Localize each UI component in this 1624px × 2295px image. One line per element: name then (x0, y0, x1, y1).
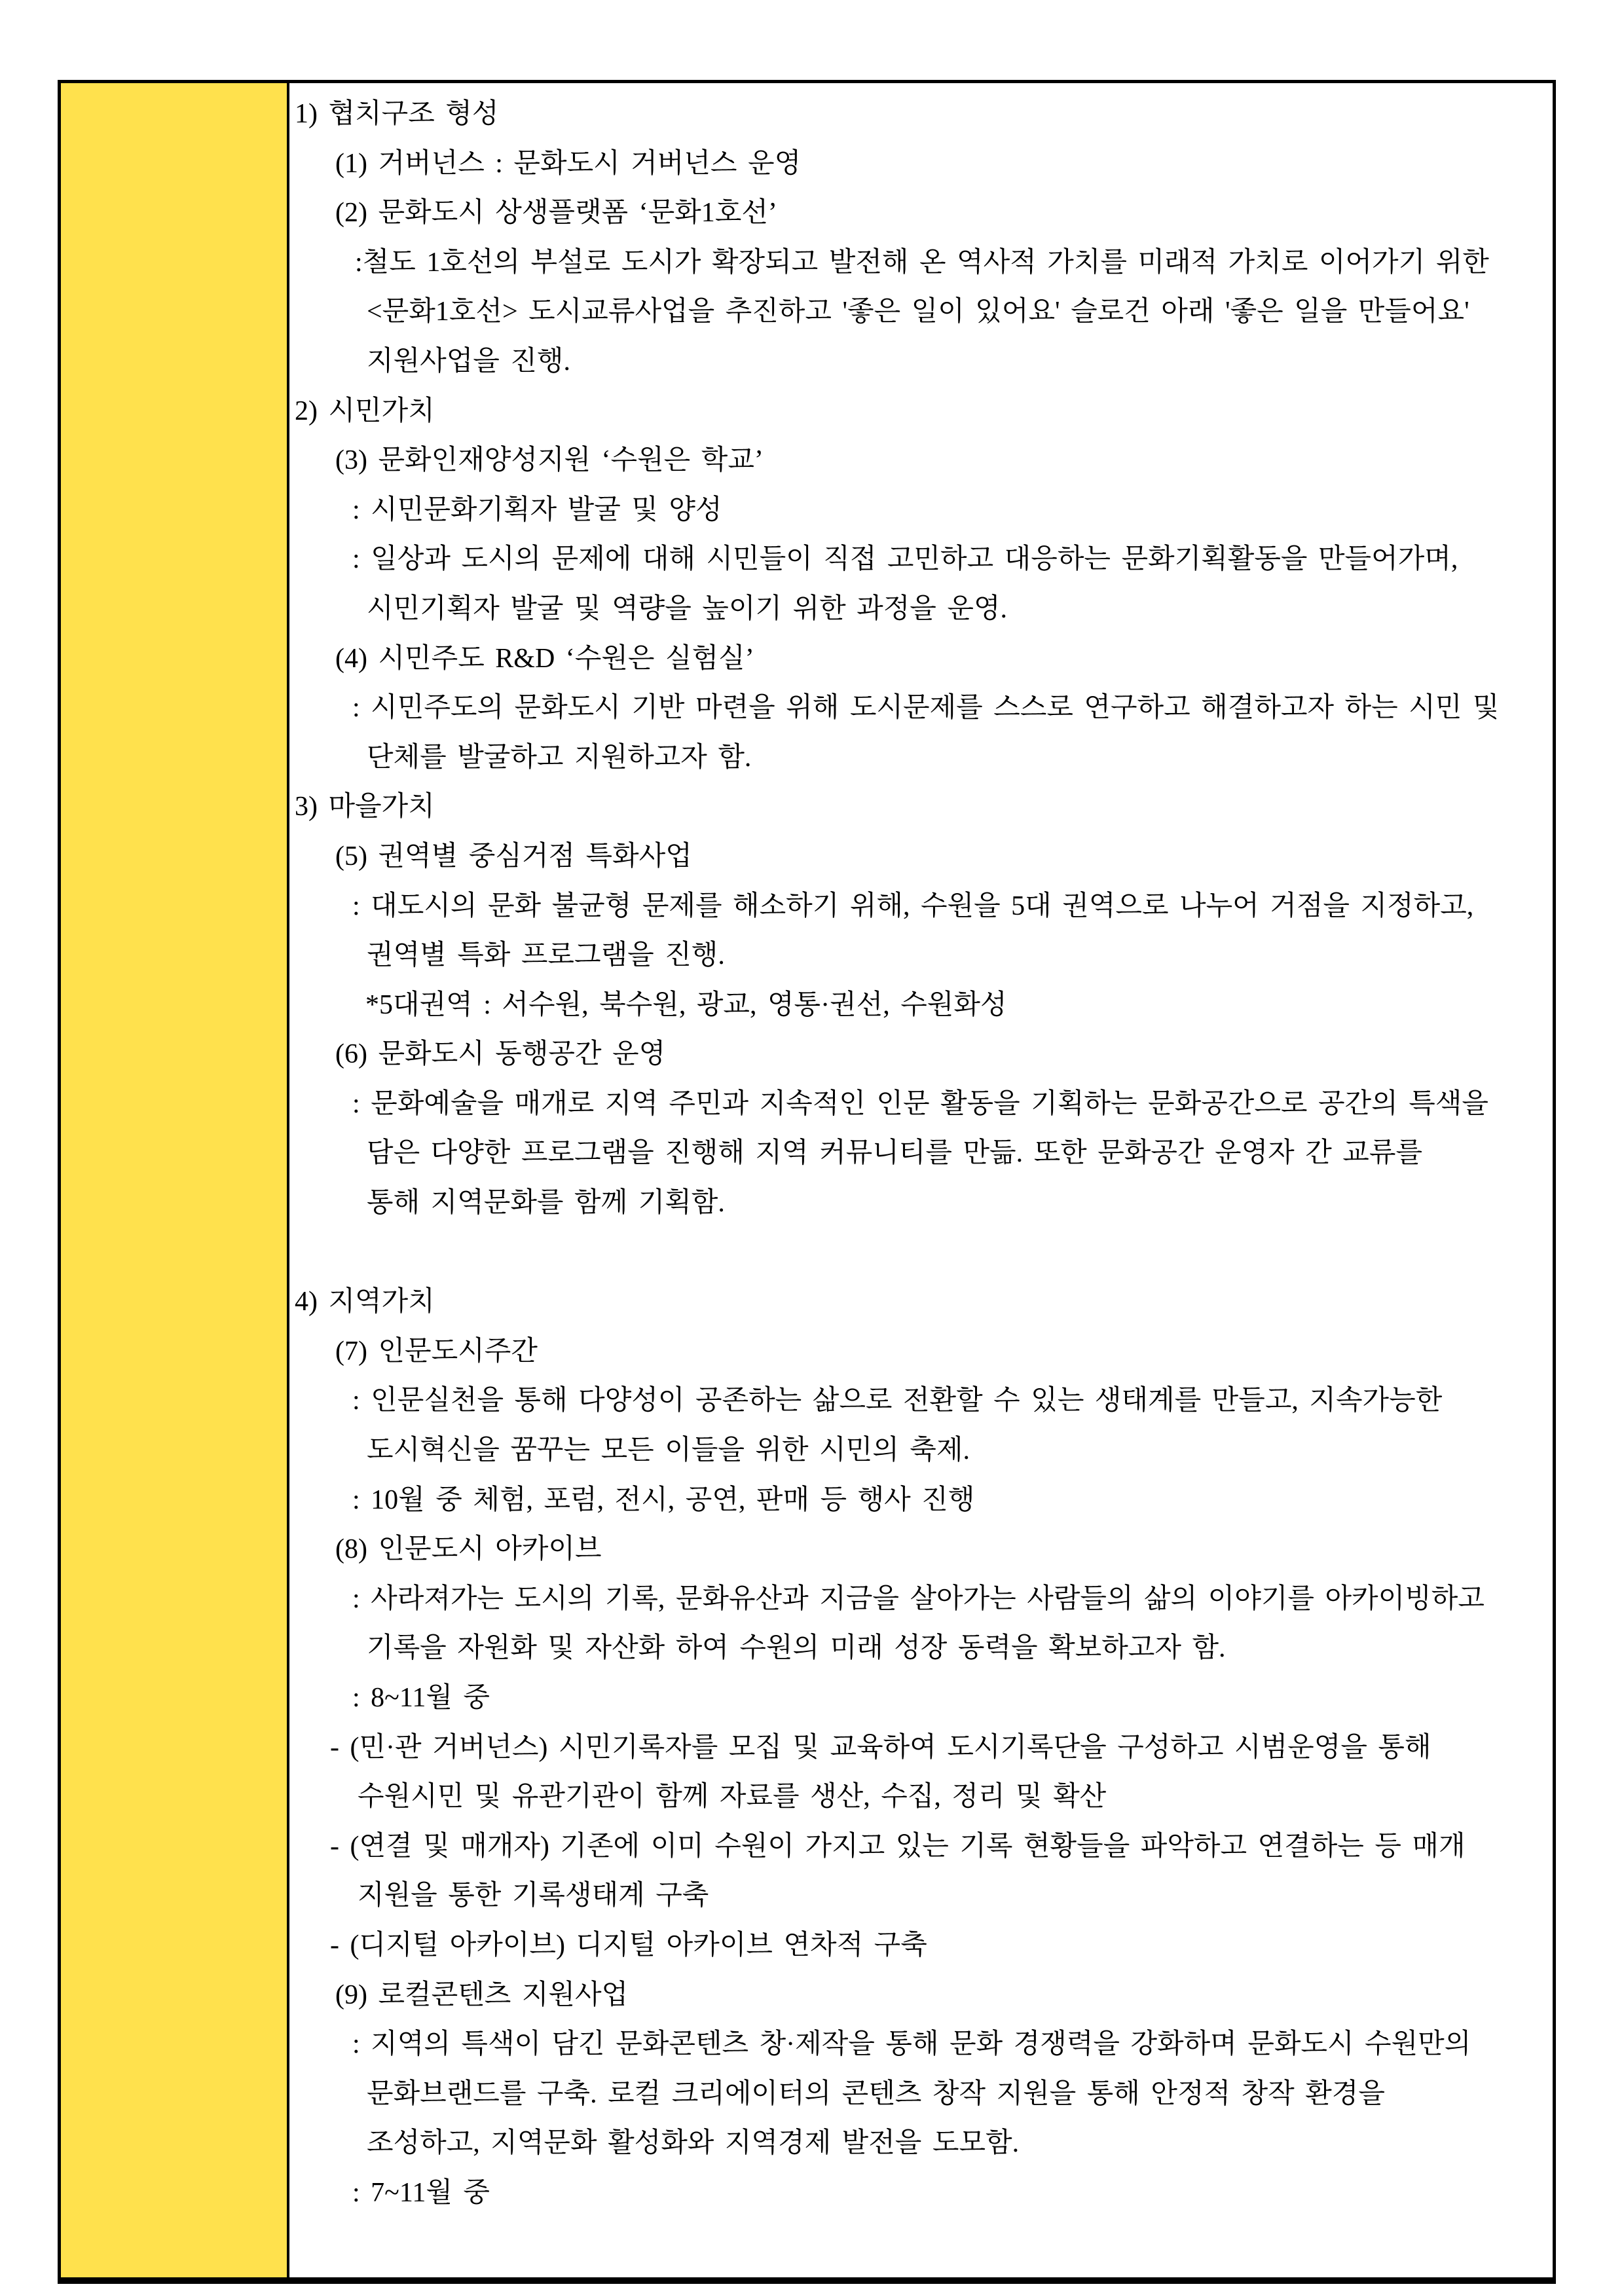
text-line: - (디지털 아카이브) 디지털 아카이브 연차적 구축 (330, 1930, 927, 1960)
text-line: (8) 인문도시 아카이브 (335, 1534, 602, 1565)
text-line: 권역별 특화 프로그램을 진행. (367, 940, 725, 971)
text-line: *5대권역 : 서수원, 북수원, 광교, 영통·권선, 수원화성 (365, 989, 1007, 1020)
text-line: :철도 1호선의 부설로 도시가 확장되고 발전해 온 역사적 가치를 미래적 가치로 이어가기 위한 (355, 247, 1489, 278)
text-line: : 8~11월 중 (352, 1683, 490, 1713)
text-line: - (연결 및 매개자) 기존에 이미 수원이 가지고 있는 기록 현황들을 파악하고 연결하는 등 매개 (330, 1831, 1466, 1862)
text-line: 통해 지역문화를 함께 기획함. (367, 1188, 725, 1219)
text-line: (7) 인문도시주간 (335, 1336, 538, 1367)
text-line: 담은 다양한 프로그램을 진행해 지역 커뮤니티를 만듦. 또한 문화공간 운영자 간 교류를 (367, 1138, 1423, 1169)
text-line: 지원을 통한 기록생태계 구축 (358, 1881, 709, 1911)
text-line: (4) 시민주도 R&D ‘수원은 실험실’ (335, 643, 754, 674)
text-line: 지원사업을 진행. (367, 346, 571, 376)
text-line: 시민기획자 발굴 및 역량을 높이기 위한 과정을 운영. (367, 593, 1008, 624)
blank-line (289, 1228, 1553, 1278)
text-line: 단체를 발굴하고 지원하고자 함. (367, 742, 752, 773)
text-line: 4) 지역가치 (295, 1287, 435, 1317)
text-line: : 지역의 특색이 담긴 문화콘텐츠 창·제작을 통해 문화 경쟁력을 강화하며 문화도시 수원만의 (352, 2029, 1471, 2060)
text-line: (1) 거버넌스 : 문화도시 거버넌스 운영 (335, 148, 802, 179)
text-line: 3) 마을가치 (295, 792, 435, 822)
text-line: (3) 문화인재양성지원 ‘수원은 학교’ (335, 445, 764, 476)
text-line: 수원시민 및 유관기관이 함께 자료를 생산, 수집, 정리 및 확산 (358, 1782, 1107, 1812)
text-line: : 일상과 도시의 문제에 대해 시민들이 직접 고민하고 대응하는 문화기획활동을 만들어가며, (352, 544, 1458, 575)
text-line: : 사라져가는 도시의 기록, 문화유산과 지금을 살아가는 사람들의 삶의 이야기를 아카이빙하고 (352, 1583, 1485, 1614)
text-line: : 대도시의 문화 불균형 문제를 해소하기 위해, 수원을 5대 권역으로 나누어 거점을 지정하고, (352, 890, 1474, 921)
document-table (58, 80, 1556, 2284)
text-line: 도시혁신을 꿈꾸는 모든 이들을 위한 시민의 축제. (367, 1435, 970, 1466)
text-line: (6) 문화도시 동행공간 운영 (335, 1039, 666, 1070)
text-line: : 시민문화기획자 발굴 및 양성 (352, 494, 722, 525)
highlight-cell (61, 83, 289, 2277)
text-line: : 시민주도의 문화도시 기반 마련을 위해 도시문제를 스스로 연구하고 해결하고자 하는 시민 및 (352, 693, 1500, 724)
text-line: : 문화예술을 매개로 지역 주민과 지속적인 인문 활동을 기획하는 문화공간으로 공간의 특색을 (352, 1088, 1488, 1119)
text-line: 2) 시민가치 (295, 395, 435, 426)
text-line: 1) 협치구조 형성 (295, 99, 499, 129)
content-cell (289, 83, 1553, 2277)
text-line: (2) 문화도시 상생플랫폼 ‘문화1호선’ (335, 198, 777, 229)
text-line: 문화브랜드를 구축. 로컬 크리에이터의 콘텐츠 창작 지원을 통해 안정적 창작 환경을 (367, 2078, 1385, 2109)
text-line: : 7~11월 중 (352, 2177, 490, 2208)
text-line: (5) 권역별 중심거점 특화사업 (335, 841, 692, 872)
text-line: 조성하고, 지역문화 활성화와 지역경제 발전을 도모함. (367, 2128, 1020, 2159)
text-line: - (민·관 거버넌스) 시민기록자를 모집 및 교육하여 도시기록단을 구성하고 시범운영을 통해 (330, 1732, 1431, 1763)
text-line: 기록을 자원화 및 자산화 하여 수원의 미래 성장 동력을 확보하고자 함. (367, 1633, 1226, 1664)
text-line: : 10월 중 체험, 포럼, 전시, 공연, 판매 등 행사 진행 (352, 1484, 975, 1515)
text-line: (9) 로컬콘텐츠 지원사업 (335, 1979, 629, 2010)
text-line: : 인문실천을 통해 다양성이 공존하는 삶으로 전환할 수 있는 생태계를 만들고, 지속가능한 (352, 1386, 1443, 1416)
text-line: <문화1호선> 도시교류사업을 추진하고 '좋은 일이 있어요' 슬로건 아래 '좋은 일을 만들어요' (367, 297, 1469, 327)
